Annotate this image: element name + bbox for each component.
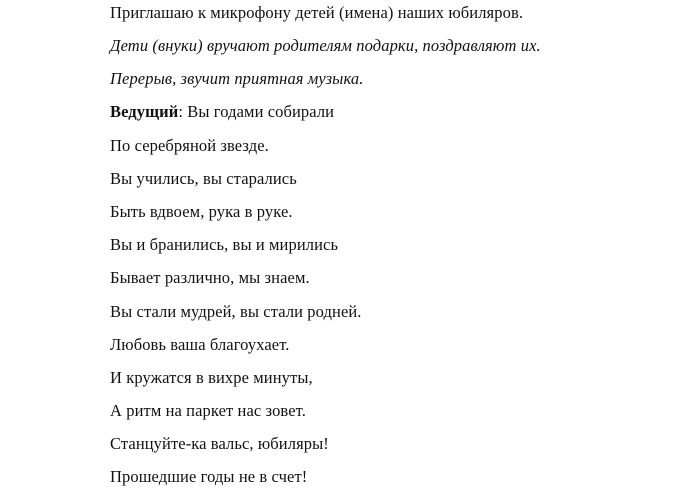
poem-line: И кружатся в вихре минуты, — [110, 368, 313, 387]
stage-direction-break: Перерыв, звучит приятная музыка. — [110, 69, 364, 88]
intro-line: Приглашаю к микрофону детей (имена) наших юбиляров. — [110, 3, 524, 22]
poem-line: Любовь ваша благоухает. — [110, 335, 290, 354]
poem-line: Вы и бранились, вы и мирились — [110, 235, 339, 254]
poem-line: Вы учились, вы старались — [110, 169, 297, 188]
poem-line: Станцуйте-ка вальс, юбиляры! — [110, 434, 329, 453]
poem-line: Вы стали мудрей, вы стали родней. — [110, 302, 362, 321]
host-line — [110, 102, 334, 122]
host-first-line: : Вы годами собирали — [178, 102, 335, 121]
poem-line: По серебряной звезде. — [110, 136, 269, 155]
poem-line: А ритм на паркет нас зовет. — [110, 401, 306, 420]
stage-direction-gifts: Дети (внуки) вручают родителям подарки, поздравляют их. — [110, 36, 541, 55]
poem-line: Прошедшие годы не в счет! — [110, 467, 308, 486]
poem-line: Быть вдвоем, рука в руке. — [110, 202, 293, 221]
poem-line: Бывает различно, мы знаем. — [110, 268, 310, 287]
host-label: Ведущий — [110, 102, 179, 121]
